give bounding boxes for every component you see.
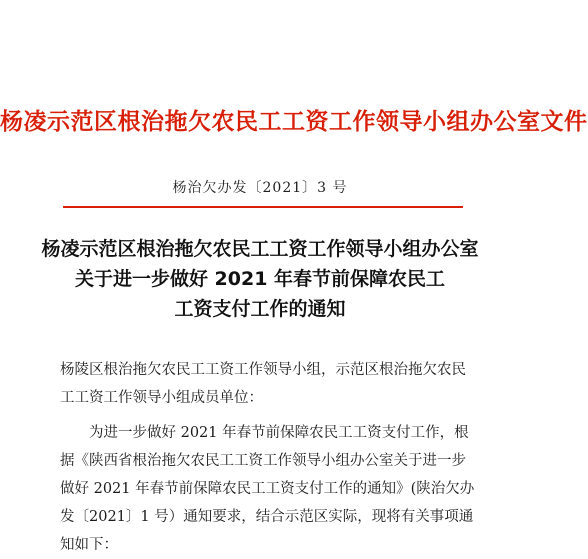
paragraph-1-line-1: 为进一步做好 2021 年春节前保障农民工工资支付工作，根 bbox=[89, 425, 469, 441]
red-divider-line bbox=[63, 206, 463, 208]
paragraph-1-line-3: 做好 2021 年春节前保障农民工工资支付工作的通知》(陕治欠办 bbox=[60, 481, 475, 497]
title-line-1: 杨凌示范区根治拖欠农民工工资工作领导小组办公室 bbox=[41, 238, 479, 260]
paragraph-1-line-4: 发〔2021〕1 号）通知要求，结合示范区实际，现将有关事项通 bbox=[60, 509, 474, 525]
paragraph-1 bbox=[60, 419, 475, 559]
paragraph-1-line-5: 知如下： bbox=[60, 537, 118, 553]
issuer-header: 杨凌示范区根治拖欠农民工工资工作领导小组办公室文件 bbox=[0, 108, 588, 135]
recipients bbox=[60, 356, 465, 412]
recipients-line-1: 杨陵区根治拖欠农民工工资工作领导小组，示范区根治拖欠农民 bbox=[60, 362, 466, 378]
notice-title bbox=[0, 234, 520, 324]
document-number: 杨治欠办发〔2021〕3 号 bbox=[172, 180, 348, 196]
title-line-2: 关于进一步做好 2021 年春节前保障农民工 bbox=[74, 268, 446, 290]
recipients-line-2: 工工资工作领导小组成员单位： bbox=[60, 390, 263, 406]
title-line-3: 工资支付工作的通知 bbox=[174, 298, 346, 320]
paragraph-1-line-2: 据《陕西省根治拖欠农民工工资工作领导小组办公室关于进一步 bbox=[60, 453, 466, 469]
